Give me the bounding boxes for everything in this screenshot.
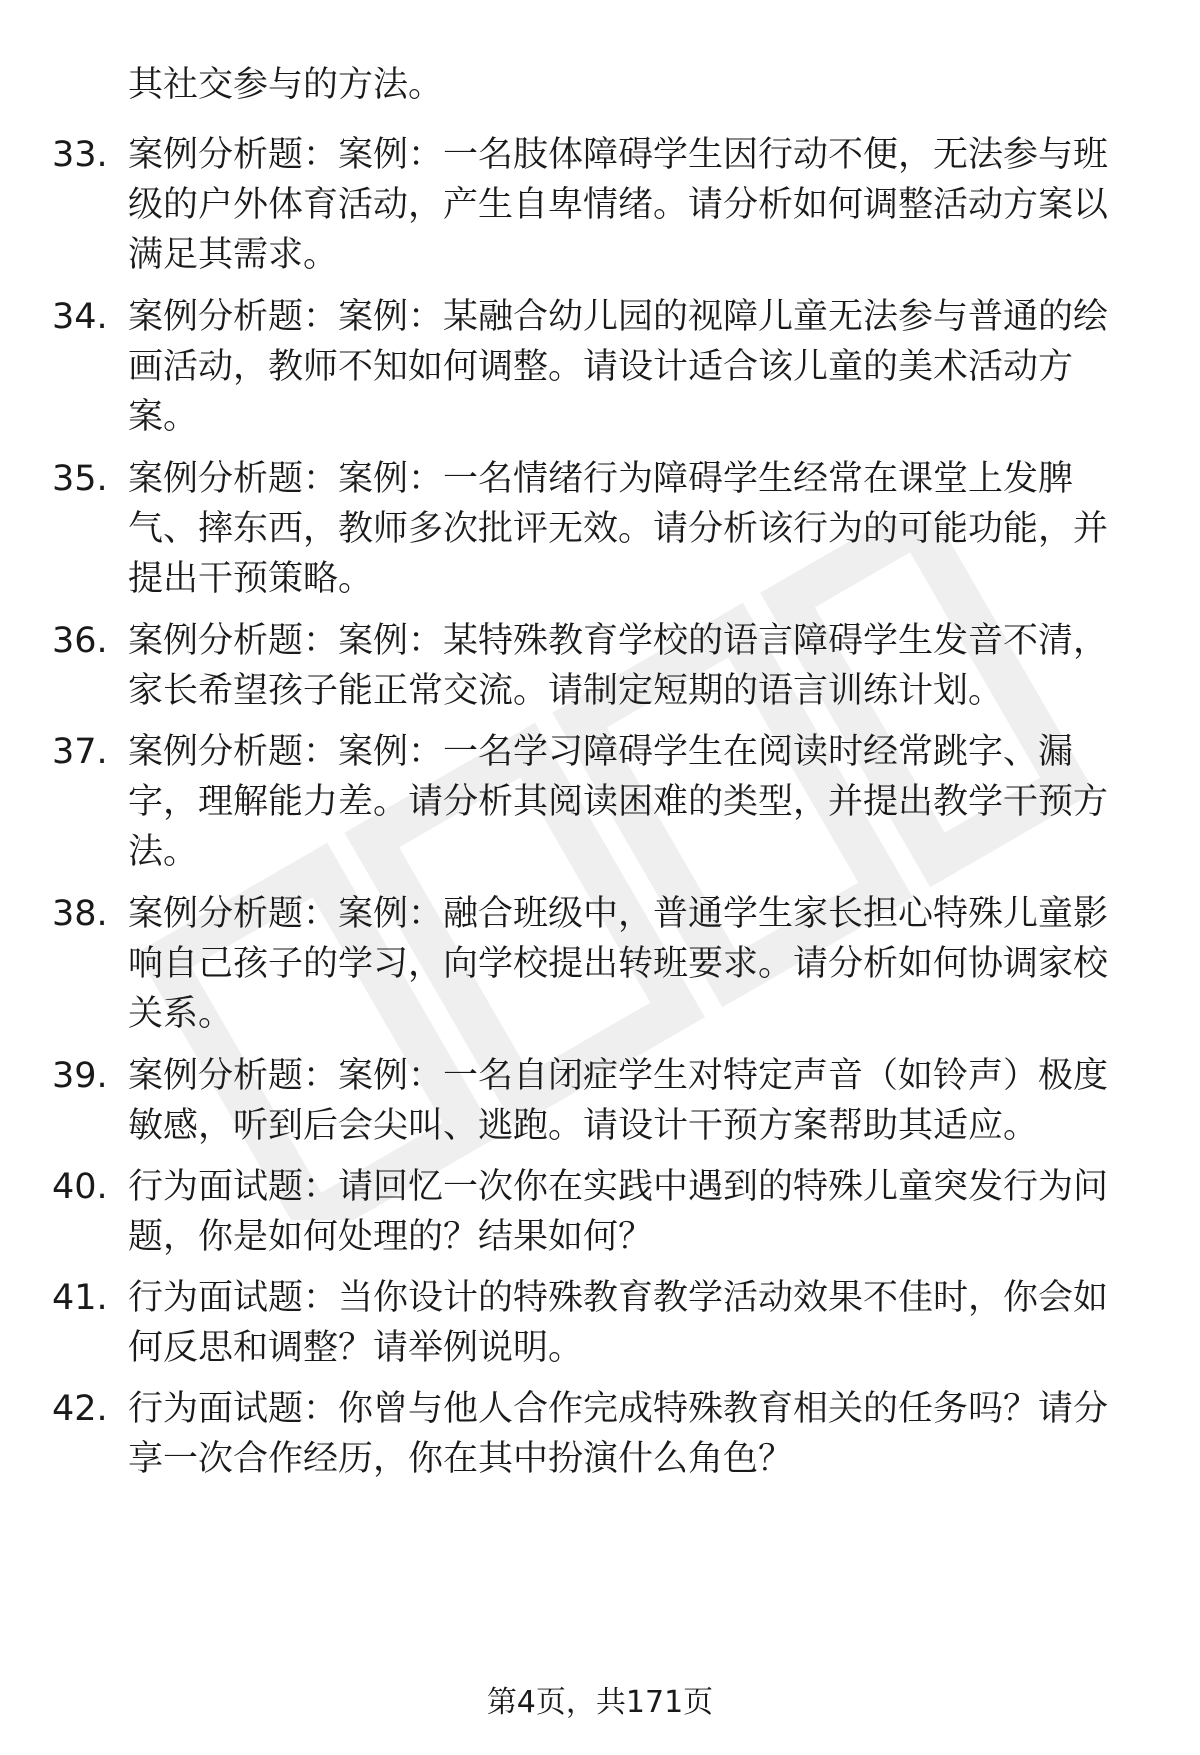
question-text: 案例分析题：案例：一名学习障碍学生在阅读时经常跳字、漏字，理解能力差。请分析其阅读困难的类型，并提出教学干预方法。	[128, 732, 1109, 872]
question-text: 案例分析题：案例：某特殊教育学校的语言障碍学生发音不清，家长希望孩子能正常交流。请制定短期的语言训练计划。	[128, 621, 1109, 711]
question-number: 38.	[52, 894, 108, 934]
page-footer: 第4页，共171页	[486, 1685, 714, 1720]
question-number: 39.	[52, 1056, 108, 1096]
question-number: 41.	[52, 1278, 108, 1318]
question-number: 33.	[52, 135, 108, 175]
question-text: 案例分析题：案例：融合班级中，普通学生家长担心特殊儿童影响自己孩子的学习，向学校提出转班要求。请分析如何协调家校关系。	[128, 894, 1109, 1034]
question-number: 40.	[52, 1167, 108, 1207]
question-number: 37.	[52, 732, 108, 772]
question-text: 行为面试题：请回忆一次你在实践中遇到的特殊儿童突发行为问题，你是如何处理的？结果如何？	[128, 1167, 1109, 1257]
continuation-text: 其社交参与的方法。	[128, 65, 444, 105]
question-text: 行为面试题：当你设计的特殊教育教学活动效果不佳时，你会如何反思和调整？请举例说明。	[128, 1278, 1109, 1368]
question-text: 行为面试题：你曾与他人合作完成特殊教育相关的任务吗？请分享一次合作经历，你在其中扮演什么角色？	[128, 1389, 1109, 1479]
question-text: 案例分析题：案例：一名肢体障碍学生因行动不便，无法参与班级的户外体育活动，产生自卑情绪。请分析如何调整活动方案以满足其需求。	[128, 135, 1109, 275]
question-text: 案例分析题：案例：一名情绪行为障碍学生经常在课堂上发脾气、摔东西，教师多次批评无效。请分析该行为的可能功能，并提出干预策略。	[128, 459, 1109, 599]
question-number: 34.	[52, 297, 108, 337]
question-number: 42.	[52, 1389, 108, 1429]
question-number: 36.	[52, 621, 108, 661]
question-text: 案例分析题：案例：一名自闭症学生对特定声音（如铃声）极度敏感，听到后会尖叫、逃跑。请设计干预方案帮助其适应。	[128, 1056, 1109, 1146]
question-text: 案例分析题：案例：某融合幼儿园的视障儿童无法参与普通的绘画活动，教师不知如何调整。请设计适合该儿童的美术活动方案。	[128, 297, 1109, 437]
question-number: 35.	[52, 459, 108, 499]
